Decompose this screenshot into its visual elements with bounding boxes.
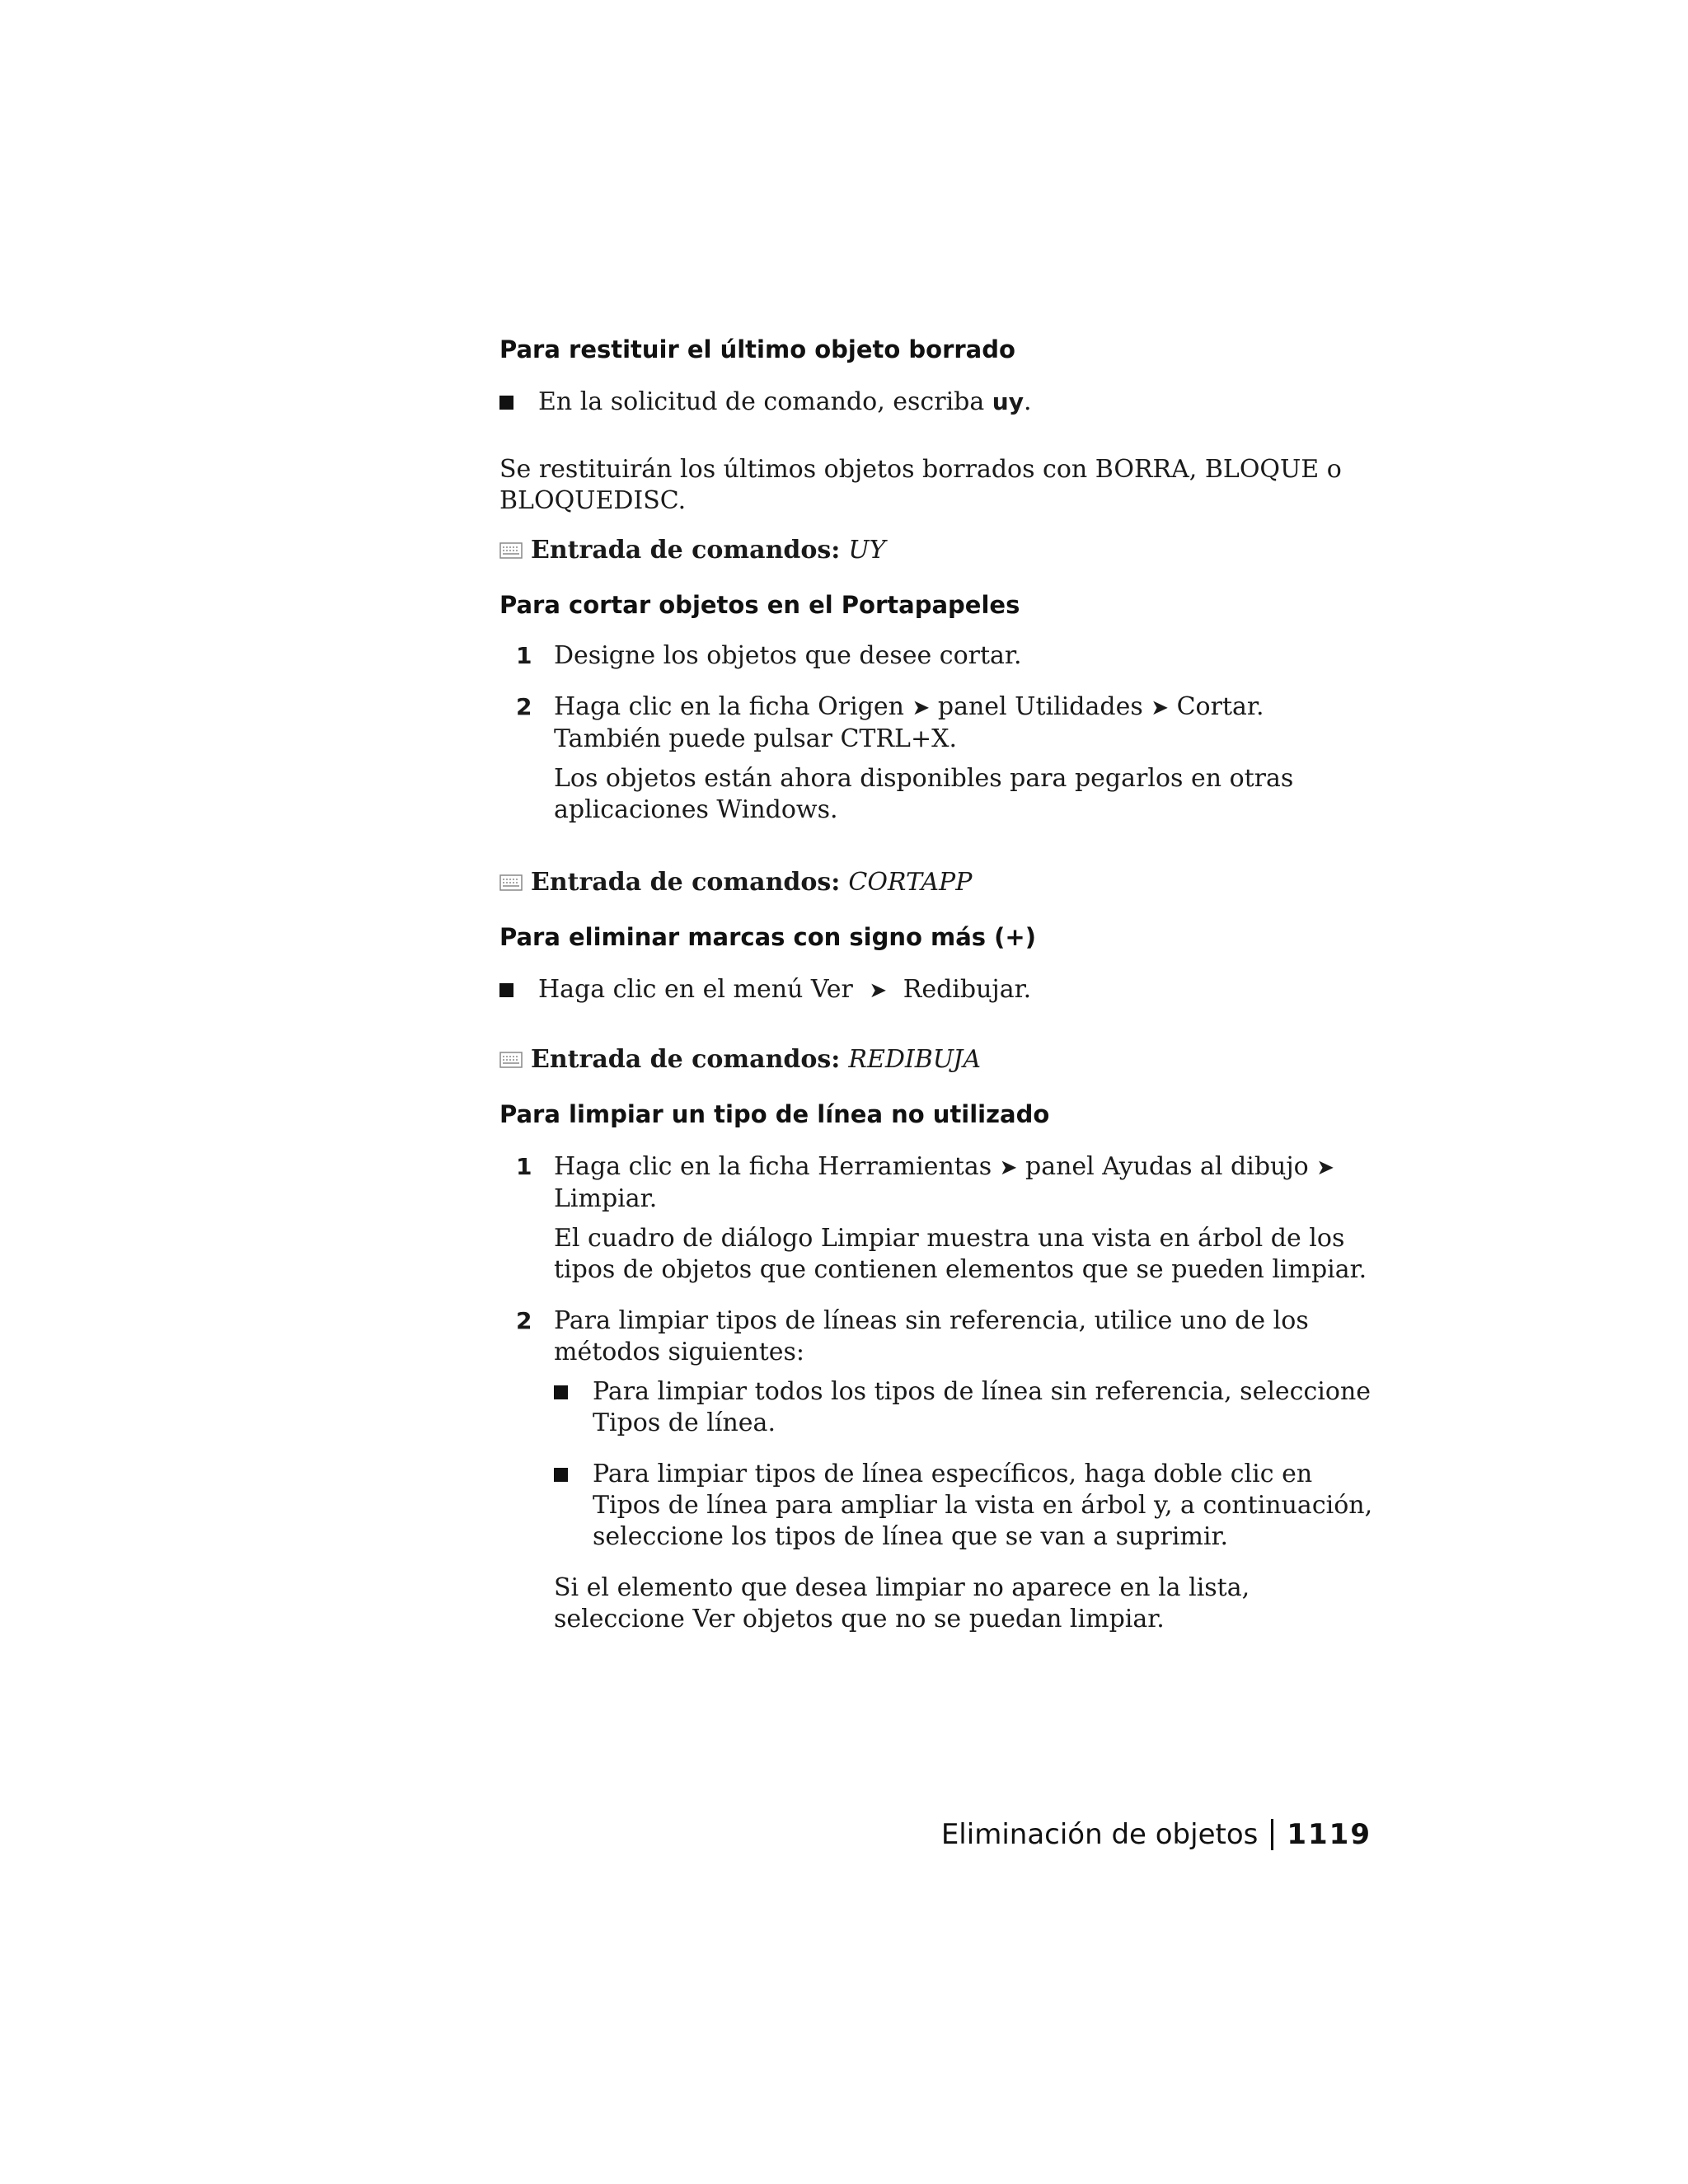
- command-label: Entrada de comandos:: [531, 536, 841, 565]
- command-value: CORTAPP: [848, 868, 973, 897]
- step-item: [499, 640, 1373, 672]
- page-footer: [941, 1816, 1372, 1853]
- keyboard-icon: [499, 1052, 523, 1068]
- step-item: [499, 1305, 1373, 1635]
- bullet-square-icon: [554, 1385, 568, 1399]
- step-text: Haga clic en la ficha Herramientas ➤ panel Ayudas al dibujo ➤ Limpiar.: [554, 1152, 1335, 1213]
- command-value: UY: [848, 536, 886, 565]
- bullet-square-icon: [499, 396, 513, 410]
- sub-bullet-item: [554, 1376, 1373, 1439]
- command-entry-uy: [499, 535, 1373, 566]
- step-text: Para limpiar tipos de líneas sin referencia, utilice uno de los métodos siguientes:: [554, 1306, 1309, 1366]
- arrow-right-icon: ➤: [1316, 1155, 1335, 1180]
- step-number: 1: [516, 1153, 532, 1180]
- step-number: 1: [516, 642, 532, 669]
- bullet-square-icon: [554, 1468, 568, 1482]
- step-text: Designe los objetos que desee cortar.: [554, 641, 1022, 670]
- keyboard-icon: [499, 874, 523, 891]
- step-note: Los objetos están ahora disponibles para pegarlos en otras aplicaciones Windows.: [554, 764, 1294, 824]
- step-number: 2: [516, 1307, 532, 1334]
- bullet-text: Haga clic en el menú Ver ➤ Redibujar.: [538, 975, 1032, 1004]
- step-note: El cuadro de diálogo Limpiar muestra una vista en árbol de los tipos de objetos que contienen elementos que se pueden limpiar.: [554, 1224, 1367, 1284]
- step-text: Haga clic en la ficha Origen ➤ panel Utilidades ➤ Cortar. También puede pulsar CTRL+X.: [554, 692, 1264, 753]
- bullet-text: En la solicitud de comando, escriba uy.: [538, 387, 1032, 416]
- command-entry-redibuja: [499, 1044, 1373, 1076]
- step-note: Si el elemento que desea limpiar no aparece en la lista, seleccione Ver objetos que no se puedan limpiar.: [554, 1573, 1250, 1633]
- section-heading-cortar: Para cortar objetos en el Portapapeles: [499, 591, 1020, 619]
- step-item: [499, 691, 1373, 826]
- command-label: Entrada de comandos:: [531, 1045, 841, 1074]
- arrow-right-icon: ➤: [869, 978, 888, 1003]
- arrow-right-icon: ➤: [1151, 696, 1170, 720]
- step-item: [499, 1151, 1373, 1286]
- page-number: 1119: [1287, 1818, 1372, 1851]
- command-label: Entrada de comandos:: [531, 868, 841, 897]
- sub-bullet-text: Para limpiar tipos de línea específicos, haga doble clic en Tipos de línea para ampliar la vista en árbol y, a continuación, seleccione los tipos de línea que se van a suprimir.: [593, 1460, 1373, 1551]
- bullet-item: [499, 974, 1373, 1006]
- keyboard-icon: [499, 542, 523, 559]
- page-content: [499, 334, 1373, 1635]
- footer-separator: [1271, 1819, 1273, 1850]
- arrow-right-icon: ➤: [912, 696, 931, 720]
- command-keyword: uy: [992, 388, 1024, 415]
- step-number: 2: [516, 693, 532, 720]
- bullet-item: [499, 387, 1373, 418]
- section-heading-limpiar: Para limpiar un tipo de línea no utilizado: [499, 1100, 1050, 1128]
- paragraph-restituir: Se restituirán los últimos objetos borrados con BORRA, BLOQUE o BLOQUEDISC.: [499, 455, 1342, 515]
- command-value: REDIBUJA: [848, 1045, 981, 1074]
- arrow-right-icon: ➤: [999, 1155, 1018, 1180]
- section-heading-eliminar-marcas: Para eliminar marcas con signo más (+): [499, 923, 1036, 951]
- sub-bullet-text: Para limpiar todos los tipos de línea sin referencia, seleccione Tipos de línea.: [593, 1377, 1372, 1437]
- sub-bullet-item: [554, 1459, 1373, 1553]
- bullet-square-icon: [499, 983, 513, 997]
- command-entry-cortapp: [499, 867, 1373, 898]
- section-heading-restituir: Para restituir el último objeto borrado: [499, 335, 1015, 363]
- footer-title: Eliminación de objetos: [940, 1818, 1259, 1851]
